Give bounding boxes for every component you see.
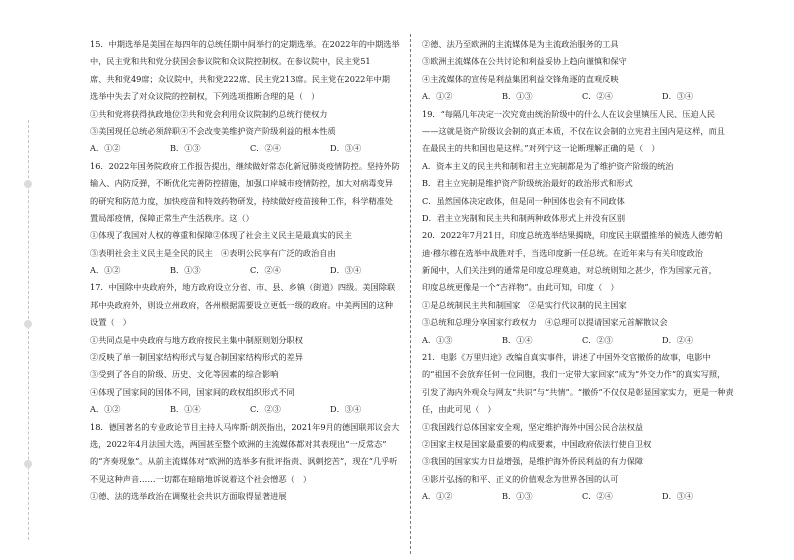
option-d[interactable]: D．③④	[330, 265, 362, 276]
option-line[interactable]: B．君主立宪制是维护资产阶级统治最好的政治形式和形式	[422, 178, 633, 189]
question-stem-line: 在最民主的共和国也是这样。”对列宁这一论断理解正确的是（ ）	[422, 143, 660, 154]
option-line[interactable]: C．虽然国体决定政体，但是同一种国体也会有不同政体	[422, 195, 625, 206]
option-c[interactable]: C．②④	[250, 143, 281, 154]
binding-gutter	[14, 120, 44, 540]
statement-line: ①共同点是中央政府与地方政府按民主集中制原则划分职权	[90, 334, 303, 345]
answer-options	[422, 88, 742, 105]
left-column	[90, 36, 410, 506]
question-stem-line: 设置（ ）	[90, 317, 131, 328]
question-stem-line: 不见这种声音……一切都在暗暗地诉说着这个社会憎恶（ ）	[90, 473, 312, 484]
option-b[interactable]: B．①③	[170, 265, 201, 276]
question-stem-line: 引发了海内外观众与网友“共识”与“共情”。“撤侨”不仅仅是彰显国家实力，更是一种责	[422, 386, 734, 397]
question-stem-line: 新闻中，人们关注到的通常是印度总理莫迪，对总统则知之甚少，作为国家元首，	[422, 265, 717, 276]
answer-options	[422, 332, 742, 349]
question-stem-line: 选，2022年4月法国大选，两国甚至整个欧洲的主流媒体都对其表现出“一反常态”	[90, 438, 387, 449]
statement-line: ①德、法的选举政治在调聚社会共识方面取得显著进展	[90, 491, 287, 502]
option-line[interactable]: A．资本主义的民主共和制和君主立宪制都是为了维护资产阶级的统治	[422, 160, 674, 171]
question-19	[422, 106, 742, 228]
question-15	[90, 36, 410, 158]
question-stem-line: 席、共和党49席；众议院中，共和党222席、民主党213席。民主党在2022年中期	[90, 73, 390, 84]
question-stem-line: ——这就是资产阶级议会制的真正本质，不仅在议会制的立宪君主国内是这样，而且	[422, 125, 725, 136]
question-21	[422, 349, 742, 506]
statement-line: ①体现了我国对人权的尊重和保障②体现了社会主义民主是最真实的民主	[90, 230, 353, 241]
option-a[interactable]: A．①②	[90, 265, 121, 276]
binding-hole-mark	[24, 460, 32, 468]
question-stem-line: 任，由此可见（ ）	[422, 404, 496, 415]
statement-line: ③美国现任总统必须辞职④不会改变美维护资产阶级利益的根本性质	[90, 125, 336, 136]
answer-options	[90, 262, 410, 279]
question-stem-line: 15．中期选举是美国在每四年的总统任期中间举行的定期选举。在2022年的中期选举	[90, 39, 400, 49]
question-stem-line: 迪·穆尔穆在选举中战胜对手，当选印度新一任总统。在近年来与有关印度政治	[422, 247, 703, 258]
answer-options	[422, 488, 742, 505]
statement-line: ①共和党将获得执政地位②共和党会利用众议院制约总统行使权力	[90, 108, 328, 119]
question-stem-line: 的“祖国不会放弃任何一位同胞，我们一定带大家回家”成为“外交力作”的真实写照，	[422, 369, 726, 380]
question-stem-line: 16．2022年国务院政府工作报告提出，继续做好常态化新冠肺炎疫情防控。坚持外防	[90, 160, 400, 171]
option-a[interactable]: A．①②	[90, 404, 121, 415]
option-b[interactable]: B．①③	[502, 91, 533, 102]
answer-options	[90, 401, 410, 418]
statement-line: ①我国践行总体国家安全观，坚定维护海外中国公民合法权益	[422, 421, 644, 432]
binding-hole-mark	[24, 320, 32, 328]
statement-line: ②国家主权是国家最重要的构成要素，中国政府依法行使自卫权	[422, 438, 652, 449]
question-stem-line: 选举中失去了对众议院的控制权，下列选项推断合理的是（ ）	[90, 91, 320, 102]
question-stem-line: 17．中国除中央政府外，地方政府设立分省、市、县、乡镇（街道）四级。美国除联	[90, 282, 396, 293]
question-stem-line: 的研究和防范力度，加快疫苗和特效药物研发，持续做好疫苗接种工作，科学精准处	[90, 195, 393, 206]
option-d[interactable]: D．②④	[662, 334, 694, 345]
option-a[interactable]: A．①②	[422, 491, 453, 502]
question-18-continued	[422, 36, 742, 106]
statement-line: ②德、法乃至欧洲的主流媒体是为主流政治服务的工具	[422, 39, 619, 49]
question-stem-line: 邦中央政府外，则设立州政府，各州根据需要设立更低一级的政府。中美两国的这种	[90, 299, 393, 310]
statement-line: ③总统和总理分享国家行政权力 ④总理可以提请国家元首解散议会	[422, 317, 668, 328]
question-stem-line: 印度总统更像是一个“吉祥物”。由此可知，印度（ ）	[422, 282, 619, 293]
statement-line: ④主流媒体的宣传是利益集团利益交锋角逐的直观反映	[422, 73, 619, 84]
option-c[interactable]: C．②④	[250, 265, 281, 276]
statement-line: ④体现了国家间的国体不同，国家间的政权组织形式不同	[90, 386, 295, 397]
question-18	[90, 419, 410, 506]
statement-line: ③受到了各自的阶级、历史、文化等因素的综合影响	[90, 369, 279, 380]
option-c[interactable]: C．②④	[582, 91, 613, 102]
option-c[interactable]: C．②③	[250, 404, 281, 415]
option-a[interactable]: A．①②	[90, 143, 121, 154]
option-d[interactable]: D．③④	[330, 143, 362, 154]
answer-options	[90, 140, 410, 157]
question-stem-line: 18．德国著名的专业政论节目主持人马库斯·朗茨指出，2021年9月的德国联邦议会大	[90, 421, 400, 432]
option-b[interactable]: B．①③	[170, 143, 201, 154]
option-c[interactable]: C．②③	[582, 334, 613, 345]
option-b[interactable]: B．①④	[502, 334, 533, 345]
option-b[interactable]: B．①③	[502, 491, 533, 502]
option-line[interactable]: D．君主立宪制和民主共和制两种政体形式上并没有区别	[422, 212, 626, 223]
statement-line: ③欧洲主流媒体在公共讨论和利益妥协上趋向谨慎和保守	[422, 56, 627, 67]
option-c[interactable]: C．②④	[582, 491, 613, 502]
question-stem-line: 的“齐奏现象”。从前主流媒体对“欧洲的选举多有批评指责、讽刺挖苦”，现在“几乎听	[90, 456, 398, 467]
option-a[interactable]: A．①③	[422, 334, 453, 345]
question-17	[90, 279, 410, 418]
statement-line: ④影片弘扬的和平、正义的价值观念为世界各国的认可	[422, 473, 619, 484]
statement-line: ③表明社会主义民主是全民的民主 ④表明公民享有广泛的政治自由	[90, 247, 336, 258]
question-stem-line: 20．2022年7月21日，印度总统选举结果揭晓，印度民主联盟推举的候选人德劳帕	[422, 230, 723, 241]
question-20	[422, 227, 742, 349]
statement-line: ②反映了单一制国家结构形式与复合制国家结构形式的差异	[90, 352, 303, 363]
right-column	[422, 36, 742, 506]
question-stem-line: 19．“每隔几年决定一次究竟由统治阶级中的什么人在议会里镇压人民、压迫人民	[422, 108, 715, 119]
question-16	[90, 158, 410, 280]
statement-line: ①是总统制民主共和制国家 ②是实行代议制的民主国家	[422, 299, 627, 310]
question-stem-line: 中，民主党和共和党分获国会参议院和众议院控制权。在参议院中，民主党51	[90, 56, 371, 67]
option-b[interactable]: B．①④	[170, 404, 201, 415]
question-stem-line: 输入、内防反弹，不断优化完善防控措施，加强口岸城市疫情防控，加大对病毒变异	[90, 178, 393, 189]
statement-line: ③我国的国家实力日益增强，是维护海外侨民利益的有力保障	[422, 456, 644, 467]
question-stem-line: 21．电影《万里归途》改编自真实事件，讲述了中国外交官撤侨的故事，电影中	[422, 352, 711, 363]
option-d[interactable]: D．③④	[662, 491, 694, 502]
column-divider	[410, 34, 411, 554]
option-a[interactable]: A．①②	[422, 91, 453, 102]
question-stem-line: 置局部疫情，保障正常生产生活秩序。这（）	[90, 212, 254, 223]
binding-hole-mark	[24, 180, 32, 188]
option-d[interactable]: D．③④	[662, 91, 694, 102]
option-d[interactable]: D．③④	[330, 404, 362, 415]
